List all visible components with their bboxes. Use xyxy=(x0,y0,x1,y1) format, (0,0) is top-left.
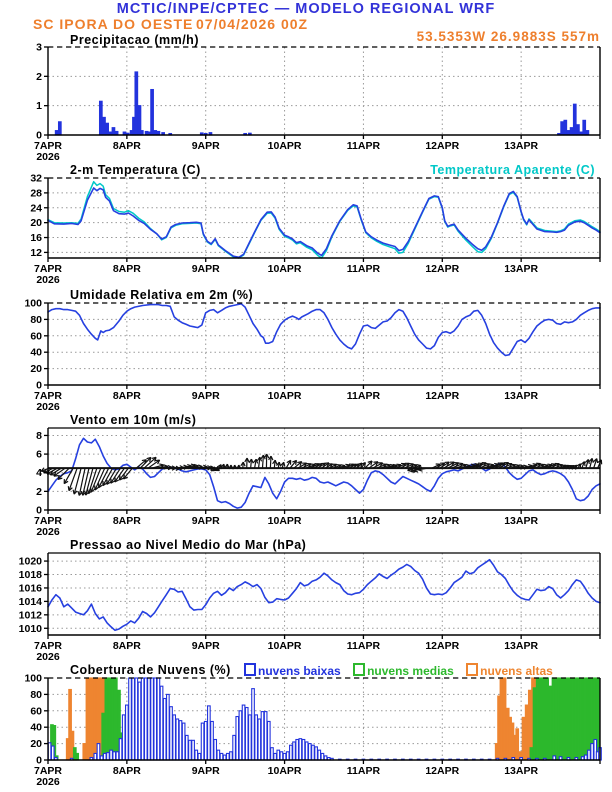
svg-text:13APR: 13APR xyxy=(504,765,539,777)
svg-text:3: 3 xyxy=(36,41,42,54)
svg-text:13APR: 13APR xyxy=(504,515,539,527)
panel-title-cloud-cover: Cobertura de Nuvens (%) xyxy=(70,663,231,677)
svg-text:7APR: 7APR xyxy=(33,515,63,527)
svg-text:7APR: 7APR xyxy=(33,765,63,777)
svg-text:10APR: 10APR xyxy=(267,515,302,527)
svg-text:11APR: 11APR xyxy=(346,140,381,152)
svg-text:8APR: 8APR xyxy=(112,515,141,527)
svg-text:12APR: 12APR xyxy=(425,640,460,652)
svg-text:100: 100 xyxy=(24,672,42,685)
svg-text:24: 24 xyxy=(30,202,42,215)
cloud-cover-chart xyxy=(0,672,612,790)
svg-text:10APR: 10APR xyxy=(267,263,302,275)
svg-text:7APR: 7APR xyxy=(33,640,63,652)
panel-title-wind: Vento em 10m (m/s) xyxy=(70,413,197,427)
precipitation-chart xyxy=(0,41,612,165)
svg-text:9APR: 9APR xyxy=(191,640,220,652)
svg-text:0: 0 xyxy=(36,504,42,517)
svg-text:40: 40 xyxy=(30,346,42,359)
svg-text:8APR: 8APR xyxy=(112,390,141,402)
svg-text:12APR: 12APR xyxy=(425,515,460,527)
svg-text:11APR: 11APR xyxy=(346,640,381,652)
svg-text:12APR: 12APR xyxy=(425,390,460,402)
svg-text:13APR: 13APR xyxy=(504,140,539,152)
svg-text:20: 20 xyxy=(30,363,42,376)
svg-text:8APR: 8APR xyxy=(112,140,141,152)
svg-text:2026: 2026 xyxy=(36,151,60,163)
svg-text:11APR: 11APR xyxy=(346,765,381,777)
svg-text:28: 28 xyxy=(30,187,42,200)
panel-title-pressure: Pressao ao Nivel Medio do Mar (hPa) xyxy=(70,538,307,552)
svg-text:4: 4 xyxy=(36,467,42,480)
svg-text:12APR: 12APR xyxy=(425,263,460,275)
svg-text:2026: 2026 xyxy=(36,526,60,538)
svg-text:100: 100 xyxy=(24,297,42,310)
temperature-chart xyxy=(0,172,612,288)
svg-text:10APR: 10APR xyxy=(267,765,302,777)
svg-text:60: 60 xyxy=(30,705,42,718)
svg-text:9APR: 9APR xyxy=(191,765,220,777)
svg-text:7APR: 7APR xyxy=(33,390,63,402)
svg-text:11APR: 11APR xyxy=(346,263,381,275)
svg-text:60: 60 xyxy=(30,330,42,343)
svg-text:9APR: 9APR xyxy=(191,140,220,152)
svg-text:20: 20 xyxy=(30,217,42,230)
wind-chart xyxy=(0,422,612,540)
svg-text:8APR: 8APR xyxy=(112,263,141,275)
svg-text:12APR: 12APR xyxy=(425,140,460,152)
svg-text:11APR: 11APR xyxy=(346,390,381,402)
svg-text:1010: 1010 xyxy=(18,622,42,635)
svg-text:40: 40 xyxy=(30,721,42,734)
svg-text:2: 2 xyxy=(36,485,42,498)
svg-text:1016: 1016 xyxy=(18,582,42,595)
svg-text:2026: 2026 xyxy=(36,401,60,413)
svg-text:80: 80 xyxy=(30,688,42,701)
page-title: MCTIC/INPE/CPTEC — MODELO REGIONAL WRF xyxy=(116,1,496,17)
pressure-chart xyxy=(0,547,612,665)
panel-title-humidity: Umidade Relativa em 2m (%) xyxy=(70,288,254,302)
svg-text:11APR: 11APR xyxy=(346,515,381,527)
model-run-datetime: 07/04/2026 00Z xyxy=(196,16,309,32)
svg-text:8APR: 8APR xyxy=(112,765,141,777)
apparent-temperature-label: Temperatura Aparente (C) xyxy=(430,163,595,177)
svg-text:12APR: 12APR xyxy=(425,765,460,777)
svg-text:10APR: 10APR xyxy=(267,140,302,152)
svg-text:10APR: 10APR xyxy=(267,640,302,652)
svg-text:32: 32 xyxy=(30,172,42,185)
svg-text:0: 0 xyxy=(36,754,42,767)
svg-text:1014: 1014 xyxy=(18,595,42,608)
legend-label-altas: nuvens altas xyxy=(480,664,553,678)
legend-label-medias: nuvens medias xyxy=(367,664,454,678)
humidity-chart xyxy=(0,297,612,415)
svg-text:1020: 1020 xyxy=(18,555,42,568)
station-coordinates: 53.5353W 26.9883S 557m xyxy=(416,29,600,44)
svg-text:7APR: 7APR xyxy=(33,140,63,152)
svg-text:1018: 1018 xyxy=(18,569,42,582)
panel-title-temperature: 2-m Temperatura (C) xyxy=(70,163,201,177)
svg-text:7APR: 7APR xyxy=(33,263,63,275)
svg-text:0: 0 xyxy=(36,379,42,392)
svg-text:13APR: 13APR xyxy=(504,640,539,652)
legend-label-baixas: nuvens baixas xyxy=(258,664,341,678)
svg-text:8: 8 xyxy=(36,429,42,442)
svg-text:1: 1 xyxy=(36,100,42,113)
svg-text:12: 12 xyxy=(30,246,42,259)
svg-text:2026: 2026 xyxy=(36,776,60,788)
svg-text:0: 0 xyxy=(36,129,42,142)
svg-text:9APR: 9APR xyxy=(191,390,220,402)
panel-title-precipitation: Precipitacao (mm/h) xyxy=(70,33,199,47)
svg-text:10APR: 10APR xyxy=(267,390,302,402)
svg-text:13APR: 13APR xyxy=(504,263,539,275)
svg-text:1012: 1012 xyxy=(18,609,42,622)
svg-text:9APR: 9APR xyxy=(191,515,220,527)
svg-text:6: 6 xyxy=(36,448,42,461)
svg-text:2: 2 xyxy=(36,70,42,83)
svg-text:2026: 2026 xyxy=(36,651,60,663)
svg-text:16: 16 xyxy=(30,232,42,245)
svg-text:80: 80 xyxy=(30,313,42,326)
svg-text:9APR: 9APR xyxy=(191,263,220,275)
svg-text:8APR: 8APR xyxy=(112,640,141,652)
station-name: SC IPORA DO OESTE xyxy=(33,16,194,32)
svg-text:13APR: 13APR xyxy=(504,390,539,402)
svg-text:20: 20 xyxy=(30,738,42,751)
svg-text:2026: 2026 xyxy=(36,274,60,286)
